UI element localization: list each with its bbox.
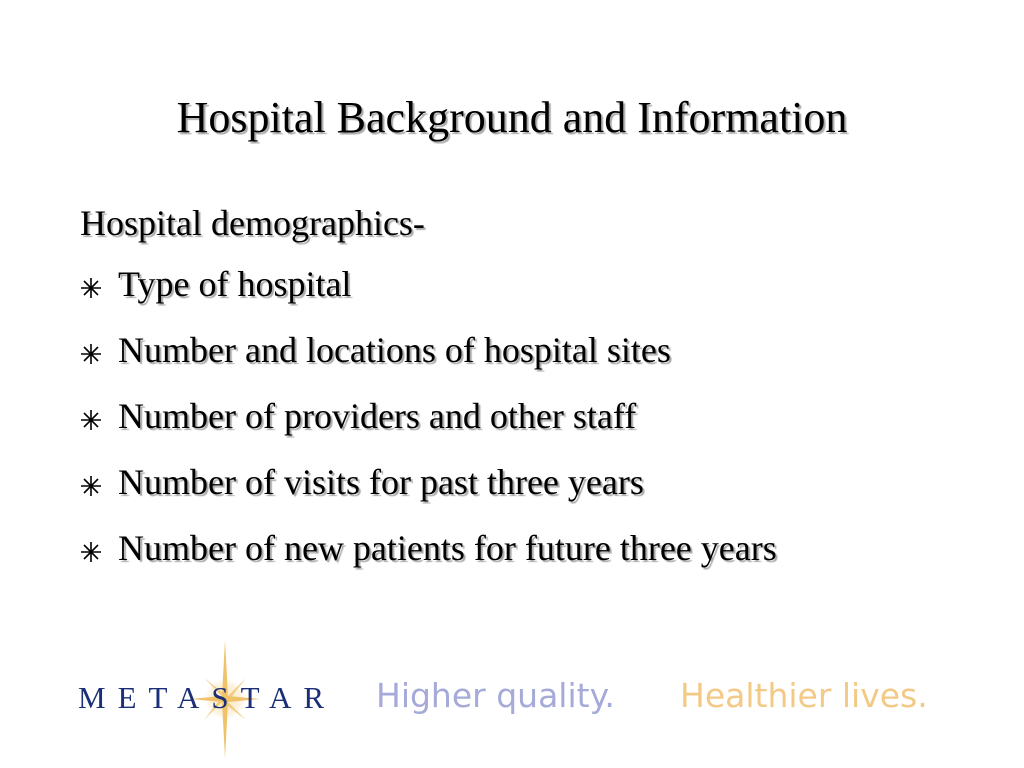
asterisk-star-icon: [80, 277, 102, 299]
asterisk-star-icon: [80, 541, 102, 563]
bullet-item-locations: [80, 328, 900, 372]
metastar-logo: METASTAR: [78, 680, 337, 715]
tagline-higher-quality: Higher quality.: [376, 676, 615, 715]
bullet-list: [80, 262, 900, 592]
asterisk-star-icon: [80, 343, 102, 365]
bullet-item-visits: [80, 460, 900, 504]
bullet-text: Number of visits for past three years: [118, 462, 644, 502]
bullet-text: Number of providers and other staff: [118, 396, 637, 436]
bullet-item-providers: [80, 394, 900, 438]
asterisk-star-icon: [80, 409, 102, 431]
bullet-text: Number of new patients for future three years: [118, 528, 777, 568]
asterisk-star-icon: [80, 475, 102, 497]
tagline-healthier-lives: Healthier lives.: [680, 676, 928, 715]
section-heading: Hospital demographics-: [80, 203, 425, 243]
footer-branding: [0, 640, 1024, 768]
bullet-item-new-patients: [80, 526, 900, 570]
slide-title: Hospital Background and Information: [176, 93, 848, 142]
bullet-text: Number and locations of hospital sites: [118, 330, 671, 370]
bullet-text: Type of hospital: [118, 264, 352, 304]
bullet-item-type: [80, 262, 900, 306]
